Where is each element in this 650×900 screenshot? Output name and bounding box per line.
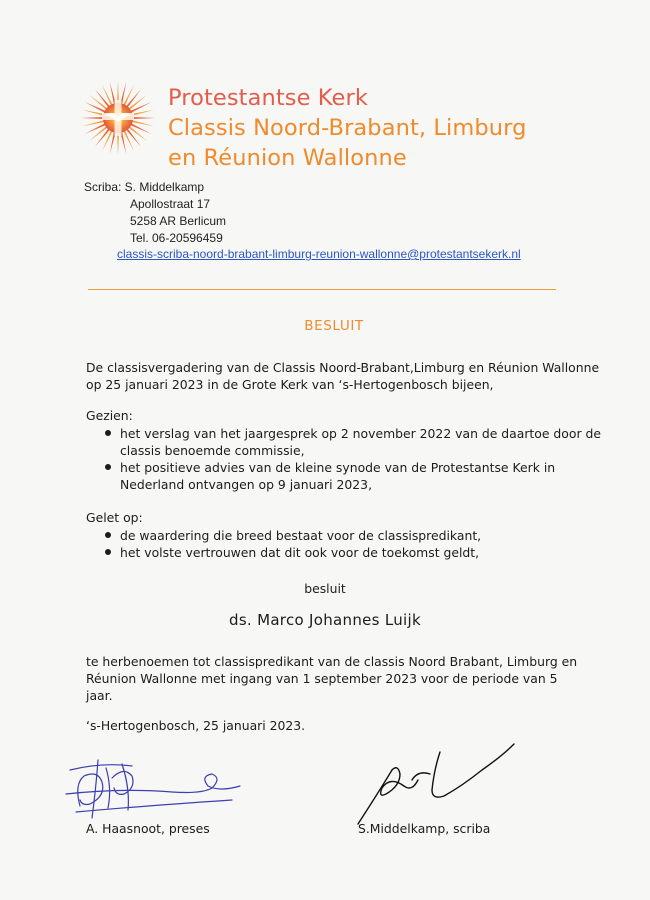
list-item-line: het volste vertrouwen dat dit ook voor de toekomst geldt, — [120, 545, 480, 560]
decision-line: Réunion Wallonne met ingang van 1 september 2023 voor de periode van 5 — [86, 671, 558, 686]
list-item-line: classis benoemde commissie, — [120, 443, 305, 458]
logo-ray — [81, 117, 104, 119]
list-item-line: het verslag van het jaargesprek op 2 november 2022 van de daartoe door de — [120, 426, 601, 441]
list-item — [102, 544, 481, 561]
address-telephone: Tel. 06-20596459 — [130, 231, 223, 245]
decision-paragraph — [86, 653, 577, 704]
place-date: ‘s-Hertogenbosch, 25 januari 2023. — [86, 718, 306, 733]
email-link[interactable]: classis-scriba-noord-brabant-limburg-reunion-wallonne@protestantsekerk.nl — [117, 247, 521, 261]
gelet-list — [102, 527, 481, 561]
intro-paragraph — [86, 359, 599, 393]
list-item-line: de waardering die breed bestaat voor de classispredikant, — [120, 528, 482, 543]
address-city: 5258 AR Berlicum — [130, 214, 227, 228]
decision-line: jaar. — [86, 688, 113, 703]
bullet-icon — [105, 464, 111, 470]
preses-signature — [62, 748, 242, 828]
gezien-label: Gezien: — [86, 408, 133, 423]
bullet-icon — [105, 430, 111, 436]
list-item — [102, 425, 601, 459]
cross-dove-sun-icon — [80, 80, 156, 156]
besluit-word: besluit — [304, 581, 346, 596]
address-street: Apollostraat 17 — [130, 197, 211, 211]
intro-line: De classisvergadering van de Classis Noord-Brabant,Limburg en Réunion Wallonne — [86, 360, 600, 375]
gezien-list — [102, 425, 601, 493]
document-heading: BESLUIT — [304, 318, 364, 334]
list-item — [102, 459, 601, 493]
logo-ray — [132, 117, 155, 119]
gelet-label: Gelet op: — [86, 510, 143, 525]
list-item — [102, 527, 481, 544]
org-name-line-1: Protestantse Kerk — [168, 85, 368, 111]
org-name-line-3: en Réunion Wallonne — [168, 145, 407, 171]
scriba-signature — [352, 740, 522, 830]
header-divider — [88, 289, 556, 290]
list-item-line: Nederland ontvangen op 9 januari 2023, — [120, 477, 373, 492]
scriba-line: Scriba: S. Middelkamp — [84, 180, 205, 194]
list-item-line: het positieve advies van de kleine synode van de Protestantse Kerk in — [120, 460, 556, 475]
decision-line: te herbenoemen tot classispredikant van de classis Noord Brabant, Limburg en — [86, 654, 578, 669]
scriba-name: S.Middelkamp, scriba — [358, 821, 491, 836]
org-name-line-2: Classis Noord-Brabant, Limburg — [168, 115, 527, 141]
bullet-icon — [105, 549, 111, 555]
appointee-name: ds. Marco Johannes Luijk — [229, 611, 421, 629]
bullet-icon — [105, 532, 111, 538]
intro-line: op 25 januari 2023 in de Grote Kerk van ‘s-Hertogenbosch bijeen, — [86, 377, 494, 392]
preses-name: A. Haasnoot, preses — [86, 821, 210, 836]
